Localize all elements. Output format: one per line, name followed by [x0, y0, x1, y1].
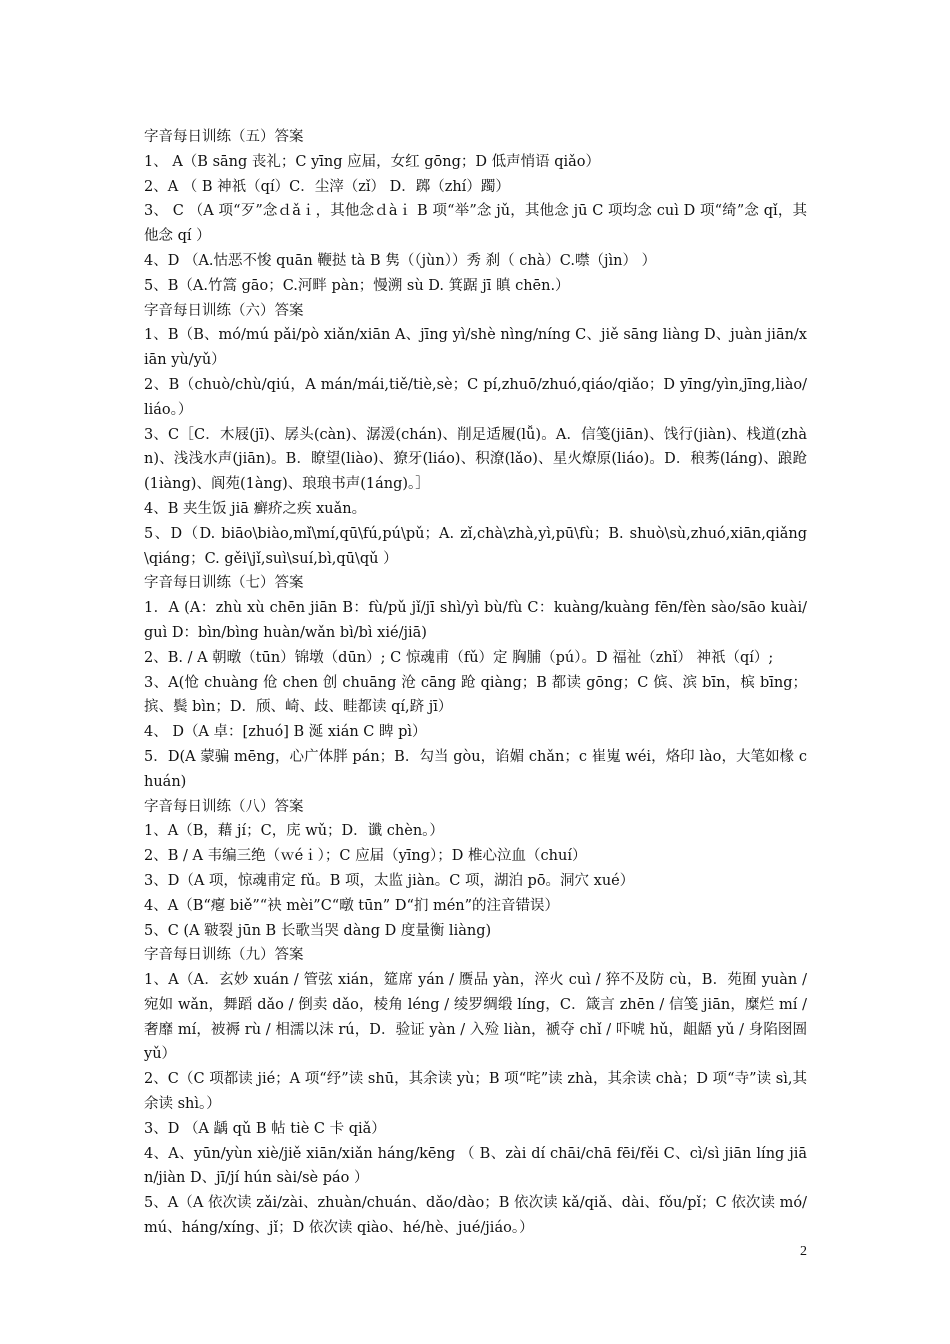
document-body — [144, 125, 807, 1241]
answer-line: 4、 D（A 卓：[zhuó] B 涎 xián C 睥 pì） — [144, 724, 427, 741]
section-title: 字音每日训练（八）答案 — [144, 798, 304, 815]
answer-line: 1、A（A．玄妙 xuán / 管弦 xián，筵席 yán / 赝品 yàn，淬火 cuì / 猝不及防 cù，B．苑囿 yuàn / 宛如 wǎn，舞蹈 dǎo / 倒卖 dǎo，棱角 léng / 绫罗绸缎 líng，C．箴言 zhēn / 信笺 jiān，糜烂 mí / 奢靡 mí，被褥 rù / 相濡以沫 rú，D．验证 yàn / 入殓 liàn，褫夺 chǐ / 吓唬 hǔ，龃龉 yǔ / 身陷囹圄 yǔ） — [144, 972, 807, 1063]
answer-line: 4、D （A.怙恶不悛 quān 鞭挞 tà B 隽（（jùn））秀 刹（ chà）C.噤（jìn） ） — [144, 252, 657, 269]
answer-line: 1．A (A：zhù xù chēn jiān B：fù/pǔ jǐ/jī shì/yì bù/fù C：kuàng/kuàng fēn/fèn sào/sāo kuài/guì D：bìn/bìng huàn/wǎn bì/bì xié/jiā) — [144, 600, 807, 641]
page-number: 2 — [800, 1244, 807, 1259]
answer-line: 2、B / A 韦编三绝（ｗéｉ）；C 应届（yīng）；D 椎心泣血（chuí） — [144, 848, 587, 865]
section-title: 字音每日训练（七）答案 — [144, 575, 304, 592]
section-title: 字音每日训练（九）答案 — [144, 947, 304, 964]
answer-line: 1、 A（B sāng 丧礼；C yīng 应届，女红 gōng；D 低声悄语 qiǎo） — [144, 153, 601, 170]
answer-line: 2、B. / A 朝暾（tūn）锦墩（dūn）; C 惊魂甫（fǔ）定 胸脯（pú）。D 福祉（zhǐ） 神祇（qí）; — [144, 649, 774, 666]
answer-line: 2、C（C 项都读 jié；A 项“纾”读 shū，其余读 yù；B 项“咤”读 zhà，其余读 chà；D 项“寺”读 sì,其余读 shì。） — [144, 1071, 807, 1113]
answer-line: 4、A（B“瘪 biě”“袂 mèi”C“暾 tūn” D“扪 mén”的注音错误） — [144, 897, 560, 914]
answer-line: 1、B（B、mó/mú pǎi/pò xiǎn/xiān A、jīng yì/shè nìng/níng C、jiě sāng liàng D、juàn jiān/xiān yù/yǔ） — [144, 327, 807, 369]
section-title: 字音每日训练（六）答案 — [144, 302, 304, 319]
answer-line: 3、D（A 项，惊魂甫定 fǔ。B 项，太监 jiàn。C 项，湖泊 pō。洞穴 xué） — [144, 872, 635, 889]
answer-line: 2、B（chuò/chù/qiú，A mán/mái,tiě/tiè,sè；C pí,zhuō/zhuó,qiáo/qiǎo；D yīng/yìn,jīng,liào/liáo。） — [144, 376, 807, 418]
answer-line: 5、A（A 依次读 zǎi/zài、zhuàn/chuán、dǎo/dào；B 依次读 kǎ/qiǎ、dài、fǒu/pǐ；C 依次读 mó/mú、háng/xíng、jǐ；D 依次读 qiào、hé/hè、jué/jiáo。） — [144, 1195, 807, 1237]
answer-line: 5．D(A 蒙骗 mēng，心广体胖 pán；B．勾当 gòu，谄媚 chǎn；c 崔嵬 wéi，烙印 lào，大笔如椽 chuán) — [144, 748, 807, 790]
answer-line: 3、 C （A 项“歹”念ｄǎｉ，其他念ｄàｉ B 项“举”念 jǔ，其他念 jū C 项均念 cuì D 项“绮”念 qǐ，其他念 qí ） — [144, 203, 807, 245]
answer-line: 3、D （A 龋 qǔ B 帖 tiè C 卡 qiǎ） — [144, 1120, 386, 1137]
answer-line: 5、C (A 皲裂 jūn B 长歌当哭 dàng D 度量衡 liàng) — [144, 922, 492, 939]
answer-line: 4、A、yūn/yùn xiè/jiě xiān/xiǎn háng/kēng （ B、zài dí chāi/chā fēi/fěi C、cì/sì jiān líng jiān/jiàn D、jī/jí hún sài/sè páo ） — [144, 1145, 807, 1187]
answer-line: 5、B（A.竹篙 gāo；C.河畔 pàn；慢溯 sù D. 箕踞 jī 瞋 chēn.） — [144, 277, 570, 294]
answer-line: 1、A（B，藉 jí；C，庑 wǔ；D．谶 chèn。） — [144, 823, 444, 840]
answer-line: 5、D（D. biāo\biào,mǐ\mí,qū\fú,pú\pǔ；A. zǐ,chà\zhà,yì,pū\fù；B. shuò\sù,zhuó,xiān,qiǎng\qiáng；C. gěi\jǐ,suì\suí,bì,qū\qǔ ） — [144, 525, 807, 567]
answer-line: 2、A （ B 神祇（qí）C．尘滓（zǐ） D．踯（zhí）躅） — [144, 178, 510, 195]
answer-line: 4、B 夹生饭 jiā 癣疥之疾 xuǎn。 — [144, 500, 367, 517]
section-title: 字音每日训练（五）答案 — [144, 129, 304, 145]
answer-line: 3、A(怆 chuàng 伧 chen 创 chuāng 沧 cāng 跄 qiàng；B 都读 gōng；C 傧、滨 bīn，槟 bīng；摈、鬓 bìn；D．颀、崎、歧、畦都读 qí,跻 jī） — [144, 674, 807, 716]
answer-line: 3、C［C．木屐(jī)、孱头(càn)、潺湲(chán)、削足适履(lǚ)。A．信笺(jiān)、饯行(jiàn)、栈道(zhàn)、浅浅水声(jiān)。B．瞭望(liào)、獠牙(liáo)、积潦(lǎo)、星火燎原(liáo)。D．稂莠(láng)、踉跄(1iàng)、阆苑(1àng)、琅琅书声(1áng)。］ — [144, 426, 807, 493]
